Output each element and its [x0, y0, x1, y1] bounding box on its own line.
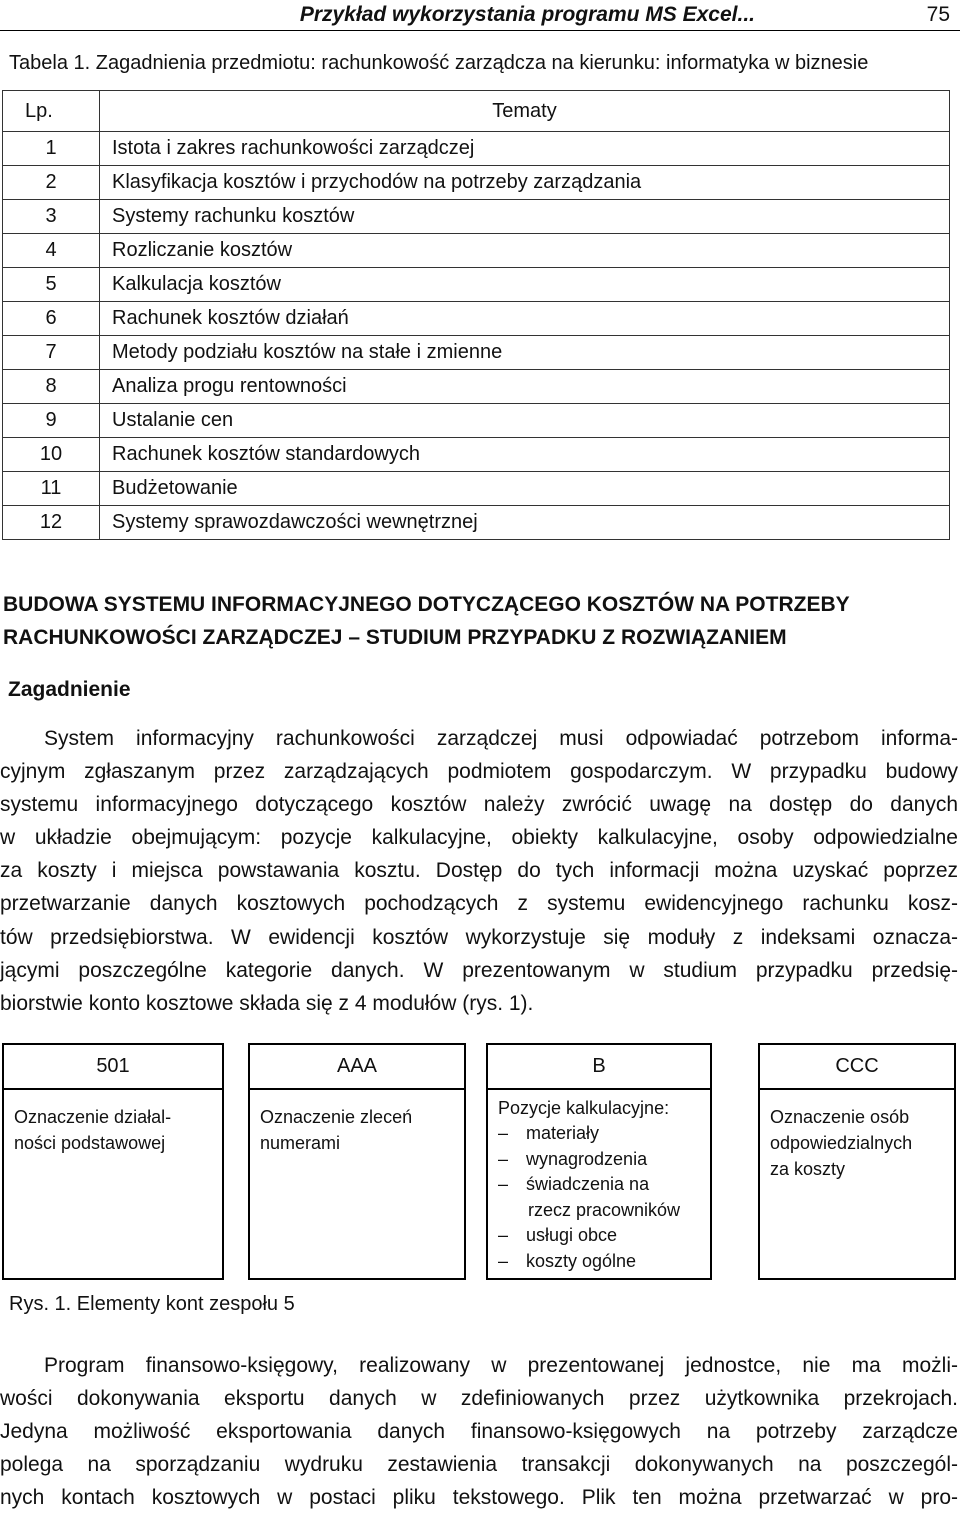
text-line: za koszty i miejsca powstawania kosztu. Dostęp do tych informacji można uzyskać poprzez [0, 859, 958, 883]
row-topic: Rozliczanie kosztów [100, 234, 950, 268]
module-code: B [488, 1045, 710, 1090]
dash-marker: – [498, 1148, 509, 1169]
table-row [3, 404, 950, 438]
dash-marker: – [498, 1123, 509, 1143]
paragraph-intro [0, 722, 958, 1020]
module-box-ccc [758, 1043, 956, 1280]
text-line: wości dokonywania eksportu danych w zdefiniowanych przez użytkownika przekrojach. [0, 1387, 958, 1411]
text-line: systemu informacyjnego dotyczącego kosztów należy zwrócić uwagę na dostęp do danych [0, 793, 958, 817]
row-topic: Systemy rachunku kosztów [100, 200, 950, 234]
description-line: Oznaczenie zleceń [260, 1107, 413, 1127]
module-box-aaa [248, 1043, 466, 1280]
module-code: AAA [250, 1045, 464, 1090]
table-row [3, 268, 950, 302]
figure-caption: Rys. 1. Elementy kont zespołu 5 [9, 1293, 295, 1315]
row-number: 9 [3, 404, 100, 438]
table-row [3, 132, 950, 166]
text-line: jącymi poszczególne kategorie danych. W prezentowanym w studium przypadku przedsię- [0, 958, 958, 982]
text-line: biorstwie konto kosztowe składa się z 4 modułów (rys. 1). [0, 991, 534, 1015]
description-line: za koszty [770, 1159, 846, 1179]
text-line: Program finansowo-księgowy, realizowany w prezentowanej jednostce, nie ma możli- [44, 1354, 958, 1377]
column-header-topics: Tematy [100, 91, 950, 132]
row-topic: Rachunek kosztów standardowych [100, 438, 950, 472]
text-line: Jedyna możliwość eksportowania danych finansowo-księgowych na potrzeby zarządcze [0, 1420, 958, 1444]
cost-items-list [498, 1121, 700, 1274]
table-row [3, 472, 950, 506]
table-caption: Tabela 1. Zagadnienia przedmiotu: rachunkowość zarządcza na kierunku: informatyka w biznesie [9, 52, 869, 74]
row-topic: Istota i zakres rachunkowości zarządczej [100, 132, 950, 166]
dash-marker: – [498, 1174, 509, 1194]
row-topic: Ustalanie cen [100, 404, 950, 438]
text-line: polega na sporządzaniu wydruku zestawienia transakcji dokonywanych na poszczegól- [0, 1453, 958, 1477]
row-topic: Metody podziału kosztów na stałe i zmienne [100, 336, 950, 370]
row-number: 3 [3, 200, 100, 234]
row-number: 10 [3, 438, 100, 472]
description-line: ności podstawowej [14, 1133, 166, 1153]
text-line: w układzie obejmującym: pozycje kalkulacyjne, obiekty kalkulacyjne, osoby odpowiedzialne [0, 826, 958, 850]
row-number: 11 [3, 472, 100, 506]
module-description [4, 1090, 222, 1156]
row-number: 8 [3, 370, 100, 404]
row-number: 7 [3, 336, 100, 370]
topics-table [2, 90, 950, 540]
module-code: 501 [4, 1045, 222, 1090]
module-box-b [486, 1043, 712, 1280]
text-line: nych kontach kosztowych w postaci pliku tekstowego. Plik ten można przetwarzać w pro- [0, 1486, 958, 1510]
list-item: rzecz pracowników [528, 1199, 681, 1220]
row-topic: Analiza progu rentowności [100, 370, 950, 404]
list-item: – wynagrodzenia [498, 1147, 700, 1173]
row-number: 4 [3, 234, 100, 268]
text-line: cyjnym zgłaszanym przez zarządzających podmiotem gospodarczym. W przypadku budowy [0, 760, 958, 784]
dash-marker: – [498, 1250, 509, 1271]
section-heading-line: RACHUNKOWOŚCI ZARZĄDCZEJ – STUDIUM PRZYPADKU Z ROZWIĄZANIEM [3, 626, 787, 649]
list-item: – materiały [498, 1121, 700, 1147]
column-header-number: Lp. [3, 91, 100, 132]
description-line: numerami [260, 1133, 341, 1153]
table-row [3, 336, 950, 370]
description-line: Oznaczenie działal- [14, 1107, 172, 1127]
row-number: 5 [3, 268, 100, 302]
module-code: CCC [760, 1045, 954, 1090]
module-description [488, 1090, 710, 1274]
table-header-row [3, 91, 950, 132]
row-number: 2 [3, 166, 100, 200]
subheading: Zagadnienie [8, 678, 131, 701]
row-topic: Rachunek kosztów działań [100, 302, 950, 336]
table-row [3, 166, 950, 200]
list-item: – świadczenia na [498, 1172, 700, 1198]
row-number: 1 [3, 132, 100, 166]
table-row [3, 200, 950, 234]
text-line: tów przedsiębiorstwa. W ewidencji kosztów wykorzystuje się moduły z indeksami oznacza- [0, 925, 958, 949]
row-number: 6 [3, 302, 100, 336]
row-number: 12 [3, 506, 100, 540]
module-description [760, 1090, 954, 1182]
dash-marker: – [498, 1225, 509, 1245]
paragraph-program [0, 1349, 958, 1514]
description-title: Pozycje kalkulacyjne: [498, 1098, 670, 1118]
row-topic: Budżetowanie [100, 472, 950, 506]
table-row [3, 506, 950, 540]
table-row [3, 234, 950, 268]
description-line: Oznaczenie osób [770, 1107, 910, 1127]
row-topic: Klasyfikacja kosztów i przychodów na potrzeby zarządzania [100, 166, 950, 200]
row-topic: Kalkulacja kosztów [100, 268, 950, 302]
table-row [3, 438, 950, 472]
page-number: 75 [926, 3, 950, 26]
module-description [250, 1090, 464, 1156]
list-item: – usługi obce [498, 1223, 700, 1249]
running-title: Przykład wykorzystania programu MS Excel... [299, 3, 755, 26]
table-row [3, 370, 950, 404]
row-topic: Systemy sprawozdawczości wewnętrznej [100, 506, 950, 540]
list-item: – koszty ogólne [498, 1249, 700, 1275]
section-heading [3, 588, 960, 654]
table-row [3, 302, 950, 336]
description-line: odpowiedzialnych [770, 1133, 913, 1153]
page-header [0, 2, 960, 31]
text-line: przetwarzanie danych kosztowych pochodzących z systemu ewidencyjnego rachunku kosz- [0, 892, 958, 916]
module-box-501 [2, 1043, 224, 1280]
section-heading-line: BUDOWA SYSTEMU INFORMACYJNEGO DOTYCZĄCEGO KOSZTÓW NA POTRZEBY [3, 593, 850, 616]
text-line: System informacyjny rachunkowości zarządczej musi odpowiadać potrzebom informa- [44, 727, 958, 750]
